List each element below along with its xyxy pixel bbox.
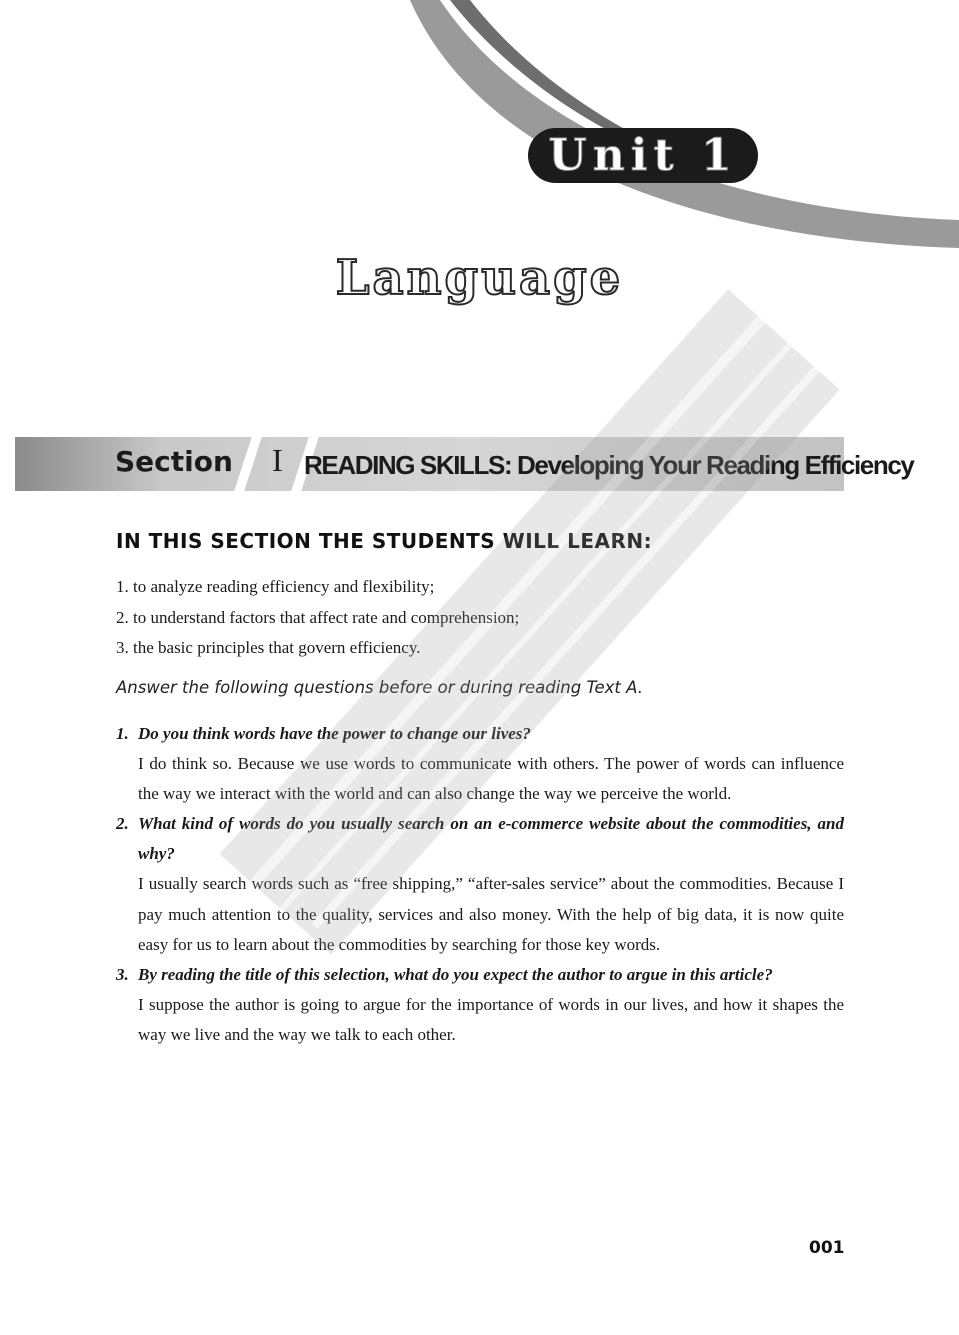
answer-text: I do think so. Because we use words to communicate with others. The power of words can influence the way we interact with the world and can also change the way we perceive the world. [138, 754, 844, 804]
question-number: 2. [116, 814, 129, 834]
banner-divider [234, 437, 262, 491]
answer-text: I usually search words such as “free shipping,” “after-sales service” about the commodities. Because I pay much attention to the quality, services and also money. With the help of big data, it is now quite easy for us to learn about the commodities by searching for those key words. [138, 874, 844, 954]
question [116, 960, 844, 990]
learning-heading: IN THIS SECTION THE STUDENTS WILL LEARN: [116, 529, 653, 553]
unit-badge [528, 128, 758, 183]
unit-label: Unit 1 [548, 130, 738, 181]
learning-goal: 3. the basic principles that govern efficiency. [116, 638, 421, 657]
question-text: By reading the title of this selection, what do you expect the author to argue in this article? [138, 964, 773, 984]
answer-text: I suppose the author is going to argue for the importance of words in our lives, and how it shapes the way we live and the way we talk to each other. [138, 994, 844, 1044]
instruction-text: Answer the following questions before or during reading Text A. [116, 678, 643, 697]
question-text: What kind of words do you usually search on an e-commerce website about the commodities, and why? [138, 814, 844, 864]
question-list [116, 719, 844, 1050]
unit-title: Language [335, 250, 624, 306]
learning-goals-list [116, 572, 519, 664]
decorative-swoosh [0, 0, 959, 260]
question-number: 1. [116, 724, 129, 743]
page-number: 001 [809, 1238, 845, 1258]
section-word: Section [115, 445, 233, 478]
section-number: I [272, 442, 283, 478]
question-item [116, 719, 844, 809]
question-text: Do you think words have the power to change our lives? [138, 724, 531, 743]
question-item [116, 960, 844, 1050]
section-banner [15, 437, 914, 491]
question-item [116, 809, 844, 959]
learning-goal: 2. to understand factors that affect rate and comprehension; [116, 607, 520, 627]
question [116, 809, 844, 869]
question [116, 719, 844, 749]
learning-goal: 1. to analyze reading efficiency and flexibility; [116, 577, 435, 596]
section-title: READING SKILLS: Developing Your Reading Efficiency [304, 450, 914, 480]
question-number: 3. [116, 964, 129, 984]
